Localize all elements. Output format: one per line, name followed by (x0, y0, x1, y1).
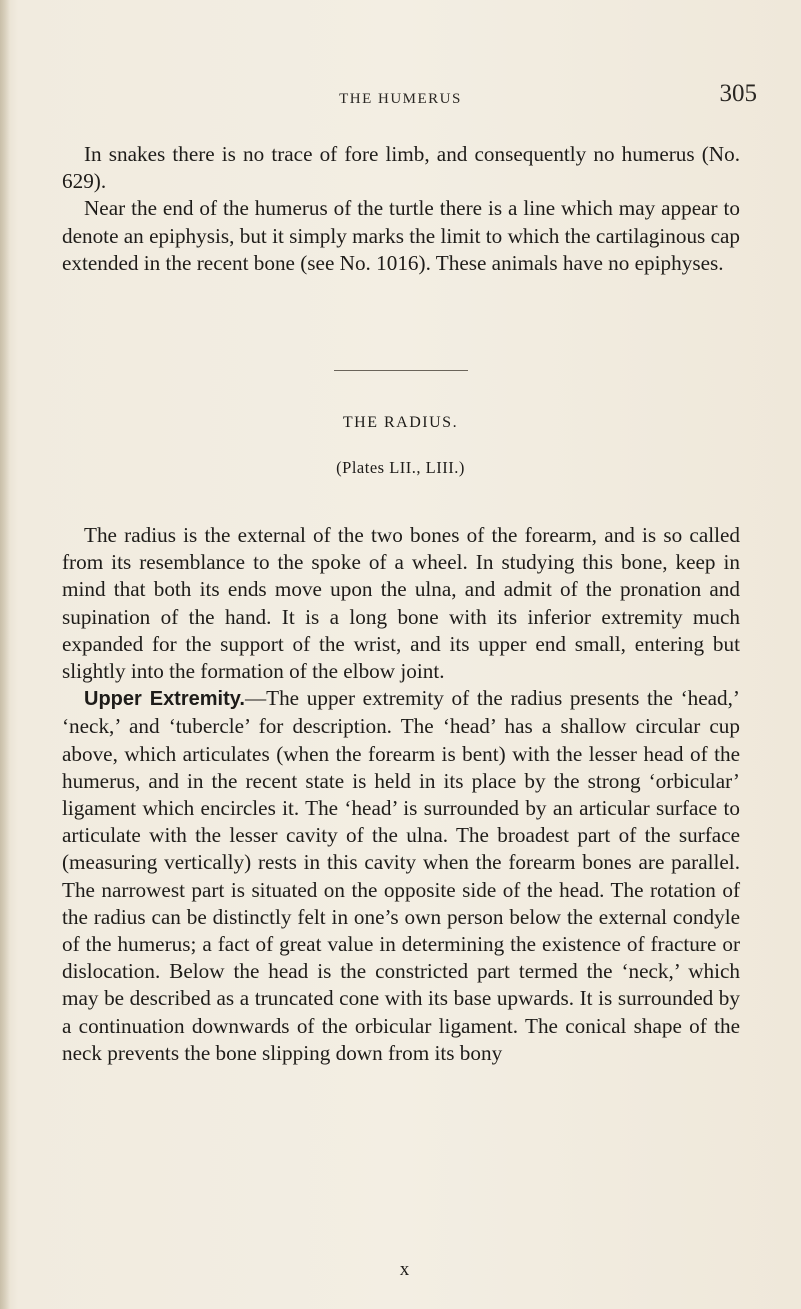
intro-text (62, 141, 740, 277)
section-divider (334, 370, 468, 371)
section-plates: (Plates LII., LIII.) (336, 458, 465, 477)
binding-shadow (0, 0, 10, 1309)
page-number: 305 (719, 80, 757, 107)
body-text (62, 522, 740, 1067)
running-title: THE HUMERUS (339, 91, 462, 107)
body-paragraph: The radius is the external of the two bones of the forearm, and is so called from its resemblance to the spoke of a wheel. In studying this bone, keep in mind that both its ends move upon the ulna, and admit of the pronation and supination of the hand. It is a long bone with its inferior extremity much expanded for the support of the wrist, and its upper end small, entering but slightly into the formation of the elbow joint. (62, 523, 740, 684)
intro-paragraph: Near the end of the humerus of the turtle there is a line which may appear to denote an epiphysis, but it simply marks the limit to which the cartilaginous cap extended in the recent bone (see No. 1016). These animals have no epiphyses. (62, 196, 740, 275)
intro-paragraph: In snakes there is no trace of fore limb, and consequently no humerus (No. 629). (62, 142, 740, 194)
body-paragraph-text: —The upper extremity of the radius presents the ‘head,’ ‘neck,’ and ‘tubercle’ for description. The ‘head’ has a shallow circular cup above, which articulates (when the forearm is bent) with the lesser head of the humerus, and in the recent state is held in its place by the strong ‘orbicular’ ligament which encircles it. The ‘head’ is surrounded by an articular surface to articulate with the lesser cavity of the ulna. The broadest part of the surface (measuring vertically) rests in this cavity when the forearm bones are parallel. The narrowest part is situated on the opposite side of the head. The rotation of the radius can be distinctly felt in one’s own person below the external condyle of the humerus; a fact of great value in determining the existence of fracture or dislocation. Below the head is the constricted part termed the ‘neck,’ which may be described as a truncated cone with its base upwards. It is surrounded by a continuation downwards of the orbicular ligament. The conical shape of the neck prevents the bone slipping down from its bony (62, 686, 740, 1065)
section-title: THE RADIUS. (342, 414, 459, 431)
body-paragraph (62, 685, 740, 1067)
subheading-upper-extremity: Upper Extremity. (84, 688, 245, 711)
signature-mark: x (399, 1259, 410, 1280)
